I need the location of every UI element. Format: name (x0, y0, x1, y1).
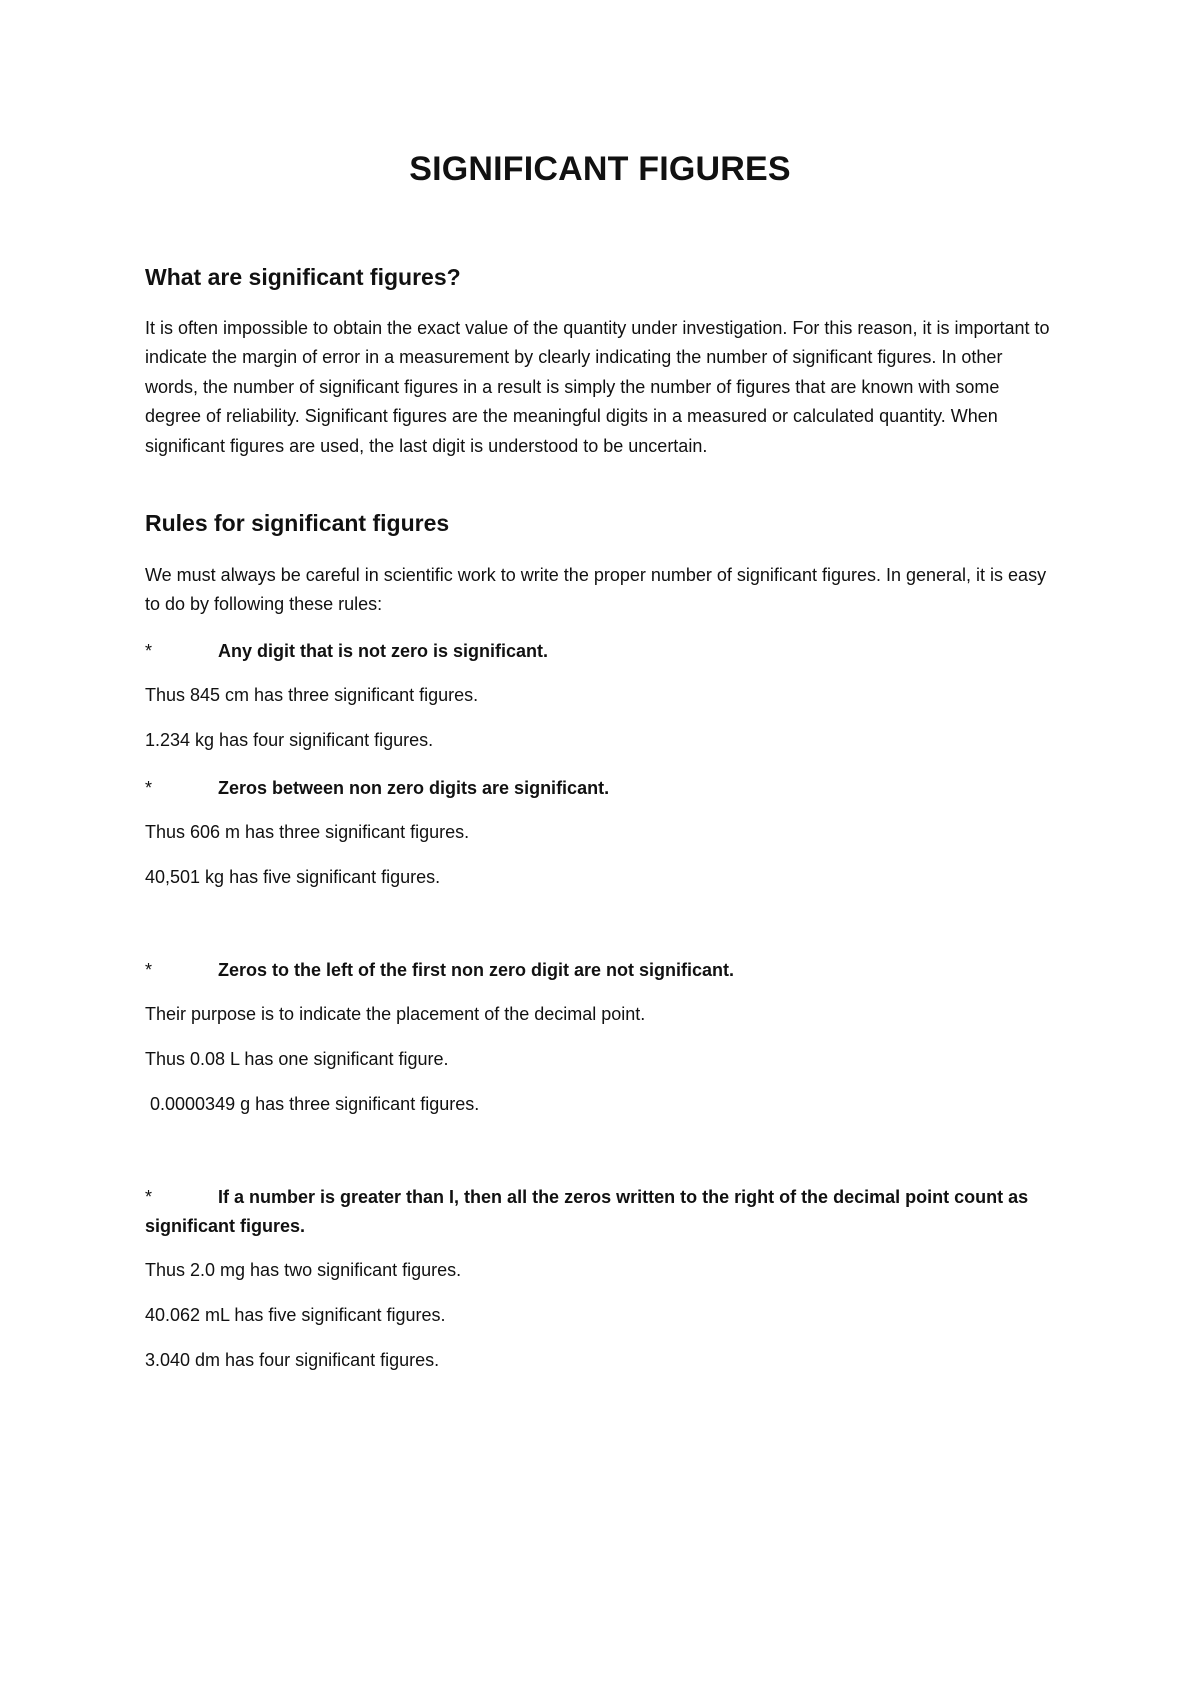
bullet-symbol: * (145, 641, 153, 661)
rule-4-example-2: 40.062 mL has five significant figures. (145, 1305, 446, 1325)
bullet-symbol: * (145, 778, 153, 798)
document-title: SIGNIFICANT FIGURES (409, 150, 791, 188)
rule-2-example-1: Thus 606 m has three significant figures. (145, 822, 470, 842)
rule-1-example-1: Thus 845 cm has three significant figures. (145, 685, 479, 705)
rule-2-heading (145, 774, 1050, 803)
intro-paragraph: It is often impossible to obtain the exact value of the quantity under investigation. For this reason, it is important to indicate the margin of error in a measurement by clearly indicating the number of significant figures. In other words, the number of significant figures in a result is simply the number of figures that are known with some degree of reliability. Significant figures are the meaningful digits in a measured or calculated quantity. When significant figures are used, the last digit is understood to be uncertain. (145, 318, 1050, 456)
rule-4-title: If a number is greater than I, then all the zeros written to the right of the decimal point count as significant figures. (145, 1187, 1029, 1237)
rule-2-title: Zeros between non zero digits are significant. (218, 778, 610, 798)
rule-3-title: Zeros to the left of the first non zero digit are not significant. (218, 960, 735, 980)
rule-3-example-1: Thus 0.08 L has one significant figure. (145, 1049, 449, 1069)
section-heading-rules: Rules for significant figures (145, 510, 450, 536)
rule-3-example-2: 0.0000349 g has three significant figures. (145, 1094, 480, 1114)
rules-intro-paragraph: We must always be careful in scientific work to write the proper number of significant figures. In general, it is easy to do by following these rules: (145, 565, 1047, 615)
section-heading-what-are: What are significant figures? (145, 264, 461, 290)
rule-4-heading (145, 1183, 1050, 1242)
bullet-symbol: * (145, 960, 153, 980)
rule-1-heading (145, 637, 1050, 666)
rule-1-title: Any digit that is not zero is significant. (218, 641, 549, 661)
rule-4-example-3: 3.040 dm has four significant figures. (145, 1350, 440, 1370)
rule-1-example-2: 1.234 kg has four significant figures. (145, 730, 434, 750)
rule-2-example-2: 40,501 kg has five significant figures. (145, 867, 441, 887)
bullet-symbol: * (145, 1187, 153, 1207)
rule-3-heading (145, 956, 1050, 985)
rule-3-line-1: Their purpose is to indicate the placement of the decimal point. (145, 1004, 646, 1024)
rule-4-example-1: Thus 2.0 mg has two significant figures. (145, 1260, 462, 1280)
